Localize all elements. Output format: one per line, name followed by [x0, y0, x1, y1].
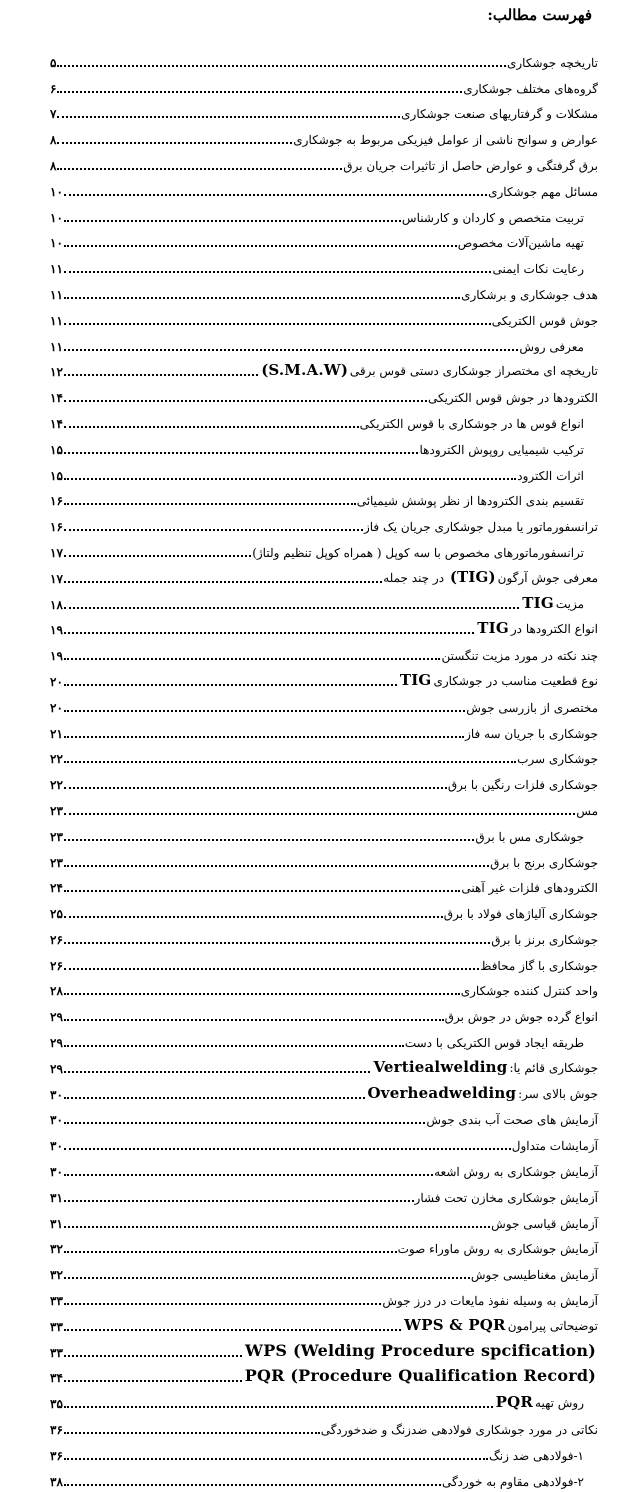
toc-entry-title [383, 568, 598, 589]
dot-leader [64, 710, 465, 712]
dot-leader [64, 194, 487, 196]
toc-entry-text: گروه‌های مختلف جوشکاری [463, 81, 598, 96]
toc-entry-title [517, 469, 598, 486]
toc-entry-page-number: ۳۰ [50, 1165, 63, 1180]
dot-leader [64, 529, 363, 531]
toc-entry [50, 1285, 598, 1311]
toc-entry-title [494, 1393, 598, 1414]
dot-leader [64, 452, 419, 454]
toc-entry-text: واحد کنترل کننده جوشکاری [460, 984, 598, 999]
toc-entry [50, 434, 598, 460]
toc-entry-text: انواع گرده جوش در جوش برق [444, 1010, 598, 1025]
toc-entry-text: الکترودها در جوش قوس الکتریکی [427, 391, 598, 406]
toc-entry-title [357, 494, 598, 511]
toc-entry-title [461, 288, 598, 305]
toc-entry-page-number: ۱۱ [50, 262, 63, 277]
toc-entry-text: ۱-فولادهی ضد زنگ [489, 1448, 584, 1463]
dot-leader [64, 607, 519, 609]
toc-entry-title [491, 1217, 598, 1234]
toc-entry-page-number: ۱۲ [50, 365, 63, 380]
toc-entry-text: جوشکاری با جریان سه فاز [465, 726, 598, 741]
toc-entry-text: هدف جوشکاری و برشکاری [461, 287, 598, 302]
toc-entry-page-number: ۳۳ [50, 1319, 63, 1334]
dot-leader [64, 349, 518, 351]
toc-entry-page-number: ۳۶ [50, 1423, 63, 1438]
toc-entry-page-number: ۱۱ [50, 339, 63, 354]
toc-entry-title [428, 391, 598, 408]
toc-entry-page-number: ۲۳ [50, 803, 63, 818]
toc-entry-text: انواع الکترودها در [510, 622, 598, 637]
toc-entry-title [382, 1294, 598, 1311]
toc-entry [50, 382, 598, 408]
toc-entry-title [519, 340, 598, 357]
toc-entry-text: ترانسفورماتور یا مبدل جوشکاری جریان یک فاز [363, 520, 598, 535]
toc-entry-text: آزمایشات متداول [511, 1139, 598, 1154]
dot-leader [64, 400, 427, 402]
toc-entry-title [401, 107, 598, 124]
dot-leader [57, 116, 400, 118]
toc-entry [50, 279, 598, 305]
toc-entry-title [243, 1366, 598, 1388]
toc-entry [50, 1001, 598, 1027]
toc-entry-page-number: ۲۹ [50, 1036, 63, 1051]
dot-leader [64, 271, 492, 273]
toc-entry-page-number: ۶ [50, 81, 57, 96]
toc-entry-page-number: ۲۲ [50, 752, 63, 767]
toc-entry-title [293, 133, 598, 150]
toc-entry-page-number: ۱۰ [50, 210, 63, 225]
toc-entry-title [426, 1113, 598, 1130]
toc-entry-title [321, 1423, 598, 1440]
toc-entry-page-number: ۳۳ [50, 1294, 63, 1309]
toc-entry [50, 1105, 598, 1131]
toc-entry-text: آزمایش جوشکاری مخازن تحت فشار [414, 1190, 598, 1205]
toc-entry-latin: Vertiealwelding [373, 1057, 508, 1076]
dot-leader [57, 65, 506, 67]
toc-entry-page-number: ۱۷ [50, 545, 63, 560]
toc-entry-title [448, 778, 598, 795]
toc-entry-page-number: ۲۹ [50, 1010, 63, 1025]
toc-entry-text: آزمایش جوشکاری به روش اشعه [434, 1165, 598, 1180]
toc-entry-page-number: ۲۳ [50, 829, 63, 844]
toc-entry [50, 228, 598, 254]
dot-leader [64, 323, 491, 325]
toc-entry [50, 873, 598, 899]
toc-entry-text: مسائل مهم جوشکاری [488, 184, 598, 199]
toc-entry [50, 486, 598, 512]
toc-entry-text: روش تهیه [535, 1396, 584, 1411]
toc-entry-page-number: ۱۵ [50, 468, 63, 483]
toc-entry [50, 408, 598, 434]
toc-entry-page-number: ۵ [50, 55, 57, 70]
toc-entry [50, 898, 598, 924]
toc-entry-page-number: ۲۵ [50, 907, 63, 922]
toc-entry [50, 73, 598, 99]
toc-entry-latin: WPS & PQR [404, 1315, 506, 1334]
toc-entry [50, 563, 598, 589]
toc-entry-page-number: ۱۸ [50, 597, 63, 612]
dot-leader [64, 1303, 381, 1305]
toc-entry [50, 511, 598, 537]
toc-entry-title [492, 314, 598, 331]
toc-entry [50, 99, 598, 125]
toc-entry-text: جوشکاری سرب [517, 752, 598, 767]
toc-entry [50, 666, 598, 692]
toc-entry-title [366, 1084, 598, 1105]
dot-leader [64, 1277, 470, 1279]
toc-entry-text: الکترودهای فلزات غیر آهنی [461, 881, 598, 896]
toc-entry [50, 1130, 598, 1156]
toc-entry-title [492, 262, 598, 279]
toc-entry-page-number: ۲۹ [50, 1061, 63, 1076]
dot-leader [64, 220, 401, 222]
toc-entry-page-number: ۳۵ [50, 1397, 63, 1412]
toc-entry-text: ترانسفورماتورهای مخصوص با سه کوپل ( همراه کوپل تنظیم ولتاژ) [252, 545, 584, 560]
toc-entry [50, 253, 598, 279]
toc-entry-title [488, 185, 598, 202]
toc-entry-page-number: ۲۶ [50, 958, 63, 973]
toc-entry [50, 1388, 598, 1414]
toc-entry-page-number: ۲۰ [50, 700, 63, 715]
dot-leader [64, 245, 457, 247]
toc-entry-text: عوارض و سوانح ناشی از عوامل فیزیکی مربوط به جوشکاری [293, 133, 598, 148]
toc-entry-title [520, 594, 598, 615]
toc-entry-title [512, 1139, 598, 1156]
dot-leader [64, 813, 575, 815]
dot-leader [64, 993, 460, 995]
toc-entry-title [259, 361, 598, 382]
toc-entry-title [445, 1010, 598, 1027]
toc-entry-page-number: ۸ [50, 158, 57, 173]
toc-entry-text: آزمایش جوشکاری به روش ماوراء صوت [397, 1242, 598, 1257]
toc-entry-text: طریقه ایجاد قوس الکتریکی با دست [404, 1036, 584, 1051]
toc-entry-title [371, 1058, 598, 1079]
toc-entry [50, 1079, 598, 1105]
toc-entry [50, 1182, 598, 1208]
toc-entry-text: آزمایش قیاسی جوش [491, 1216, 598, 1231]
toc-entry-text: انواع قوس ها در جوشکاری با قوس الکتریکی [359, 416, 584, 431]
toc-entry-page-number: ۲۰ [50, 674, 63, 689]
toc-entry-latin: Overheadwelding [367, 1083, 517, 1102]
toc-entry-page-number: ۲۴ [50, 881, 63, 896]
table-of-contents [50, 47, 598, 1492]
toc-entry [50, 1208, 598, 1234]
toc-entry-title [465, 727, 598, 744]
toc-entry-latin: TIG [477, 619, 509, 638]
toc-entry-page-number: ۱۴ [50, 416, 63, 431]
toc-entry-text: تهیه ماشین‌آلات مخصوص [457, 236, 584, 251]
dot-leader [64, 555, 251, 557]
toc-entry [50, 1337, 598, 1363]
toc-entry-page-number: ۳۸ [50, 1474, 63, 1489]
toc-entry-title [364, 520, 598, 537]
toc-entry-latin: TIG [399, 670, 432, 689]
toc-entry-page-number: ۱۹ [50, 649, 63, 664]
dot-leader [64, 1329, 401, 1331]
toc-entry [50, 1259, 598, 1285]
toc-entry-text: ۲-فولادهی مقاوم به خوردگی [441, 1474, 584, 1489]
toc-entry-title [441, 649, 598, 666]
toc-entry-title [461, 881, 598, 898]
toc-entry-page-number: ۳۱ [50, 1190, 63, 1205]
toc-entry-page-number: ۳۰ [50, 1139, 63, 1154]
toc-entry-text: مزیت [555, 596, 584, 611]
dot-leader [64, 1174, 433, 1176]
toc-entry [50, 124, 598, 150]
dot-leader [64, 1071, 371, 1073]
toc-entry-title [243, 1341, 598, 1363]
toc-entry-title [517, 752, 598, 769]
toc-entry-page-number: ۱۶ [50, 520, 63, 535]
toc-entry-title [475, 830, 598, 847]
toc-entry-text: چند نکته در مورد مزیت تنگستن [441, 649, 598, 664]
toc-entry-page-number: ۲۱ [50, 726, 63, 741]
toc-entry-title [402, 211, 598, 228]
dot-leader [64, 1226, 490, 1228]
dot-leader [64, 1484, 441, 1486]
toc-entry-title [398, 1242, 598, 1259]
toc-entry-text: رعایت نکات ایمنی [492, 262, 584, 277]
toc-entry [50, 47, 598, 73]
toc-entry-text: جوشکاری با گاز محافظ [480, 958, 598, 973]
toc-entry [50, 1027, 598, 1053]
toc-entry [50, 744, 598, 770]
toc-entry-title [471, 1268, 598, 1285]
toc-entry [50, 821, 598, 847]
toc-entry-title [463, 82, 598, 99]
toc-entry-page-number: ۲۳ [50, 855, 63, 870]
toc-entry-text: جوشکاری مس با برق [475, 829, 584, 844]
toc-entry-text: معرفی جوش آرگون [497, 570, 598, 585]
toc-entry [50, 692, 598, 718]
toc-entry-text: توضیحاتی پیرامون [507, 1318, 598, 1333]
toc-entry-page-number: ۳۲ [50, 1268, 63, 1283]
toc-entry-latin: WPS (Welding Procedure spcification) [245, 1340, 596, 1360]
dot-leader [57, 91, 462, 93]
toc-entry-text: جوش قوس الکتریکی [491, 313, 598, 328]
dot-leader [64, 478, 516, 480]
toc-entry [50, 1234, 598, 1260]
toc-entry-page-number: ۲۶ [50, 932, 63, 947]
toc-entry [50, 150, 598, 176]
toc-entry-title [415, 1191, 598, 1208]
dot-leader [64, 1432, 320, 1434]
dot-leader [64, 1251, 397, 1253]
toc-entry [50, 847, 598, 873]
toc-entry [50, 795, 598, 821]
dot-leader [64, 297, 460, 299]
toc-entry-page-number: ۱۴ [50, 391, 63, 406]
toc-entry-page-number: ۳۰ [50, 1113, 63, 1128]
toc-entry-text: جوشکاری برنز با برق [491, 932, 598, 947]
toc-entry-title [507, 56, 598, 73]
dot-leader [64, 1355, 242, 1357]
toc-entry [50, 1466, 598, 1492]
toc-entry-title [466, 701, 598, 718]
toc-entry-title [442, 1475, 598, 1492]
dot-leader [64, 684, 397, 686]
toc-entry-text: اثرات الکترود [517, 468, 584, 483]
toc-entry-page-number: ۳۱ [50, 1216, 63, 1231]
toc-entry-text: آزمایش به وسیله نفوذ مایعات در درز جوش [382, 1294, 598, 1309]
dot-leader [64, 1148, 511, 1150]
toc-entry-title [458, 236, 598, 253]
toc-entry [50, 1363, 598, 1389]
toc-entry-text: جوشکاری آلیاژهای فولاد با برق [443, 907, 598, 922]
toc-entry-page-number: ۱۰ [50, 236, 63, 251]
dot-leader [64, 1019, 444, 1021]
toc-entry-title [360, 417, 598, 434]
toc-entry [50, 1156, 598, 1182]
toc-entry-page-number: ۳۰ [50, 1087, 63, 1102]
toc-entry-latin: (TIG) [449, 567, 496, 586]
toc-entry-latin: (S.M.A.W) [261, 361, 348, 380]
toc-entry [50, 1053, 598, 1079]
toc-entry-title [434, 1165, 598, 1182]
toc-entry-latin: PQR (Procedure Qualification Record) [244, 1366, 596, 1386]
toc-entry-page-number: ۳۲ [50, 1242, 63, 1257]
toc-entry [50, 357, 598, 383]
toc-entry-page-number: ۱۶ [50, 494, 63, 509]
toc-entry-text-after: در چند جمله [383, 570, 448, 585]
dot-leader [64, 968, 479, 970]
toc-entry-text: نوع قطعیت مناسب در جوشکاری [433, 673, 598, 688]
toc-entry [50, 305, 598, 331]
toc-entry-title [405, 1036, 598, 1053]
dot-leader [64, 632, 474, 634]
toc-entry-text: مشکلات و گرفتاریهای صنعت جوشکاری [401, 107, 598, 122]
dot-leader [64, 1200, 414, 1202]
toc-entry [50, 331, 598, 357]
toc-entry [50, 1311, 598, 1337]
dot-leader [64, 839, 475, 841]
dot-leader [64, 374, 258, 376]
dot-leader [64, 658, 441, 660]
dot-leader [64, 942, 490, 944]
toc-entry [50, 769, 598, 795]
toc-entry-text: نکاتی در مورد جوشکاری فولادهی ضدزنگ و ضدخوردگی [320, 1423, 598, 1438]
dot-leader [64, 761, 516, 763]
toc-entry-text: برق گرفتگی و عوارض حاصل از تاثیرات جریان برق [343, 158, 598, 173]
toc-entry-title [419, 443, 598, 460]
toc-entry [50, 718, 598, 744]
toc-entry [50, 537, 598, 563]
toc-entry-text: جوشکاری برنج با برق [490, 855, 598, 870]
dot-leader [64, 426, 359, 428]
toc-entry-title [252, 546, 598, 563]
dot-leader [64, 865, 489, 867]
toc-entry-title [444, 907, 598, 924]
dot-leader [64, 1458, 488, 1460]
toc-entry-text: آزمایش مغناطیسی جوش [470, 1268, 598, 1283]
page-title: فهرست مطالب: [487, 6, 592, 24]
toc-entry-page-number: ۱۷ [50, 571, 63, 586]
dot-leader [64, 581, 382, 583]
toc-entry-text: جوش بالای سر: [518, 1086, 598, 1101]
toc-entry-page-number: ۱۱ [50, 313, 63, 328]
toc-entry-page-number: ۱۵ [50, 442, 63, 457]
toc-entry [50, 1414, 598, 1440]
toc-entry [50, 1440, 598, 1466]
toc-entry-title [343, 159, 598, 176]
toc-entry-page-number: ۳۴ [50, 1371, 63, 1386]
toc-entry-text: تاریخچه ای مختصراز جوشکاری دستی قوس برقی [349, 364, 598, 379]
toc-entry-latin: PQR [495, 1393, 534, 1412]
toc-entry-title [489, 1449, 598, 1466]
toc-entry-page-number: ۸ [50, 133, 57, 148]
toc-entry-page-number: ۲۸ [50, 984, 63, 999]
toc-entry-text: مس [576, 803, 598, 818]
toc-entry [50, 640, 598, 666]
toc-entry-text: جوشکاری قائم یا: [509, 1060, 598, 1075]
toc-entry-page-number: ۲۲ [50, 778, 63, 793]
dot-leader [64, 736, 464, 738]
toc-entry-page-number: ۱۰ [50, 184, 63, 199]
toc-entry [50, 589, 598, 615]
dot-leader [64, 890, 461, 892]
toc-entry [50, 950, 598, 976]
dot-leader [64, 1045, 404, 1047]
toc-entry-page-number: ۳۳ [50, 1345, 63, 1360]
toc-entry-page-number: ۱۱ [50, 287, 63, 302]
toc-entry-text: آزمایش های صحت آب بندی جوش [426, 1113, 598, 1128]
toc-entry-title [398, 671, 598, 692]
toc-entry-page-number: ۳۶ [50, 1448, 63, 1463]
toc-entry-page-number: ۱۹ [50, 623, 63, 638]
dot-leader [57, 142, 292, 144]
toc-entry-title [475, 619, 598, 640]
toc-entry-text: ترکیب شیمیایی روپوش الکترودها [419, 442, 584, 457]
toc-entry-text: مختصری از بازرسی جوش [466, 700, 598, 715]
toc-entry-title [576, 804, 598, 821]
toc-entry-text: تربیت متخصص و کاردان و کارشناس [401, 210, 584, 225]
dot-leader [64, 916, 443, 918]
toc-entry [50, 976, 598, 1002]
toc-entry-latin: TIG [522, 593, 554, 612]
toc-entry-text: جوشکاری فلزات رنگین با برق [447, 778, 598, 793]
toc-entry [50, 460, 598, 486]
toc-entry [50, 202, 598, 228]
toc-entry-title [491, 933, 598, 950]
toc-entry-title [480, 959, 598, 976]
dot-leader [64, 503, 356, 505]
toc-entry-title [402, 1316, 598, 1337]
toc-entry [50, 924, 598, 950]
dot-leader [64, 1380, 242, 1382]
toc-entry-title [490, 856, 598, 873]
toc-entry [50, 176, 598, 202]
toc-entry-text: تاریخچه جوشکاری [506, 55, 598, 70]
dot-leader [64, 1406, 493, 1408]
toc-entry-title [461, 984, 598, 1001]
toc-entry-text: تقسیم بندی الکترودها از نظر پوشش شیمیائی [356, 494, 584, 509]
toc-entry [50, 615, 598, 641]
dot-leader [64, 787, 447, 789]
toc-entry-page-number: ۷ [50, 107, 57, 122]
dot-leader [57, 168, 342, 170]
dot-leader [64, 1122, 426, 1124]
dot-leader [64, 1097, 365, 1099]
toc-entry-text: معرفی روش [519, 339, 584, 354]
